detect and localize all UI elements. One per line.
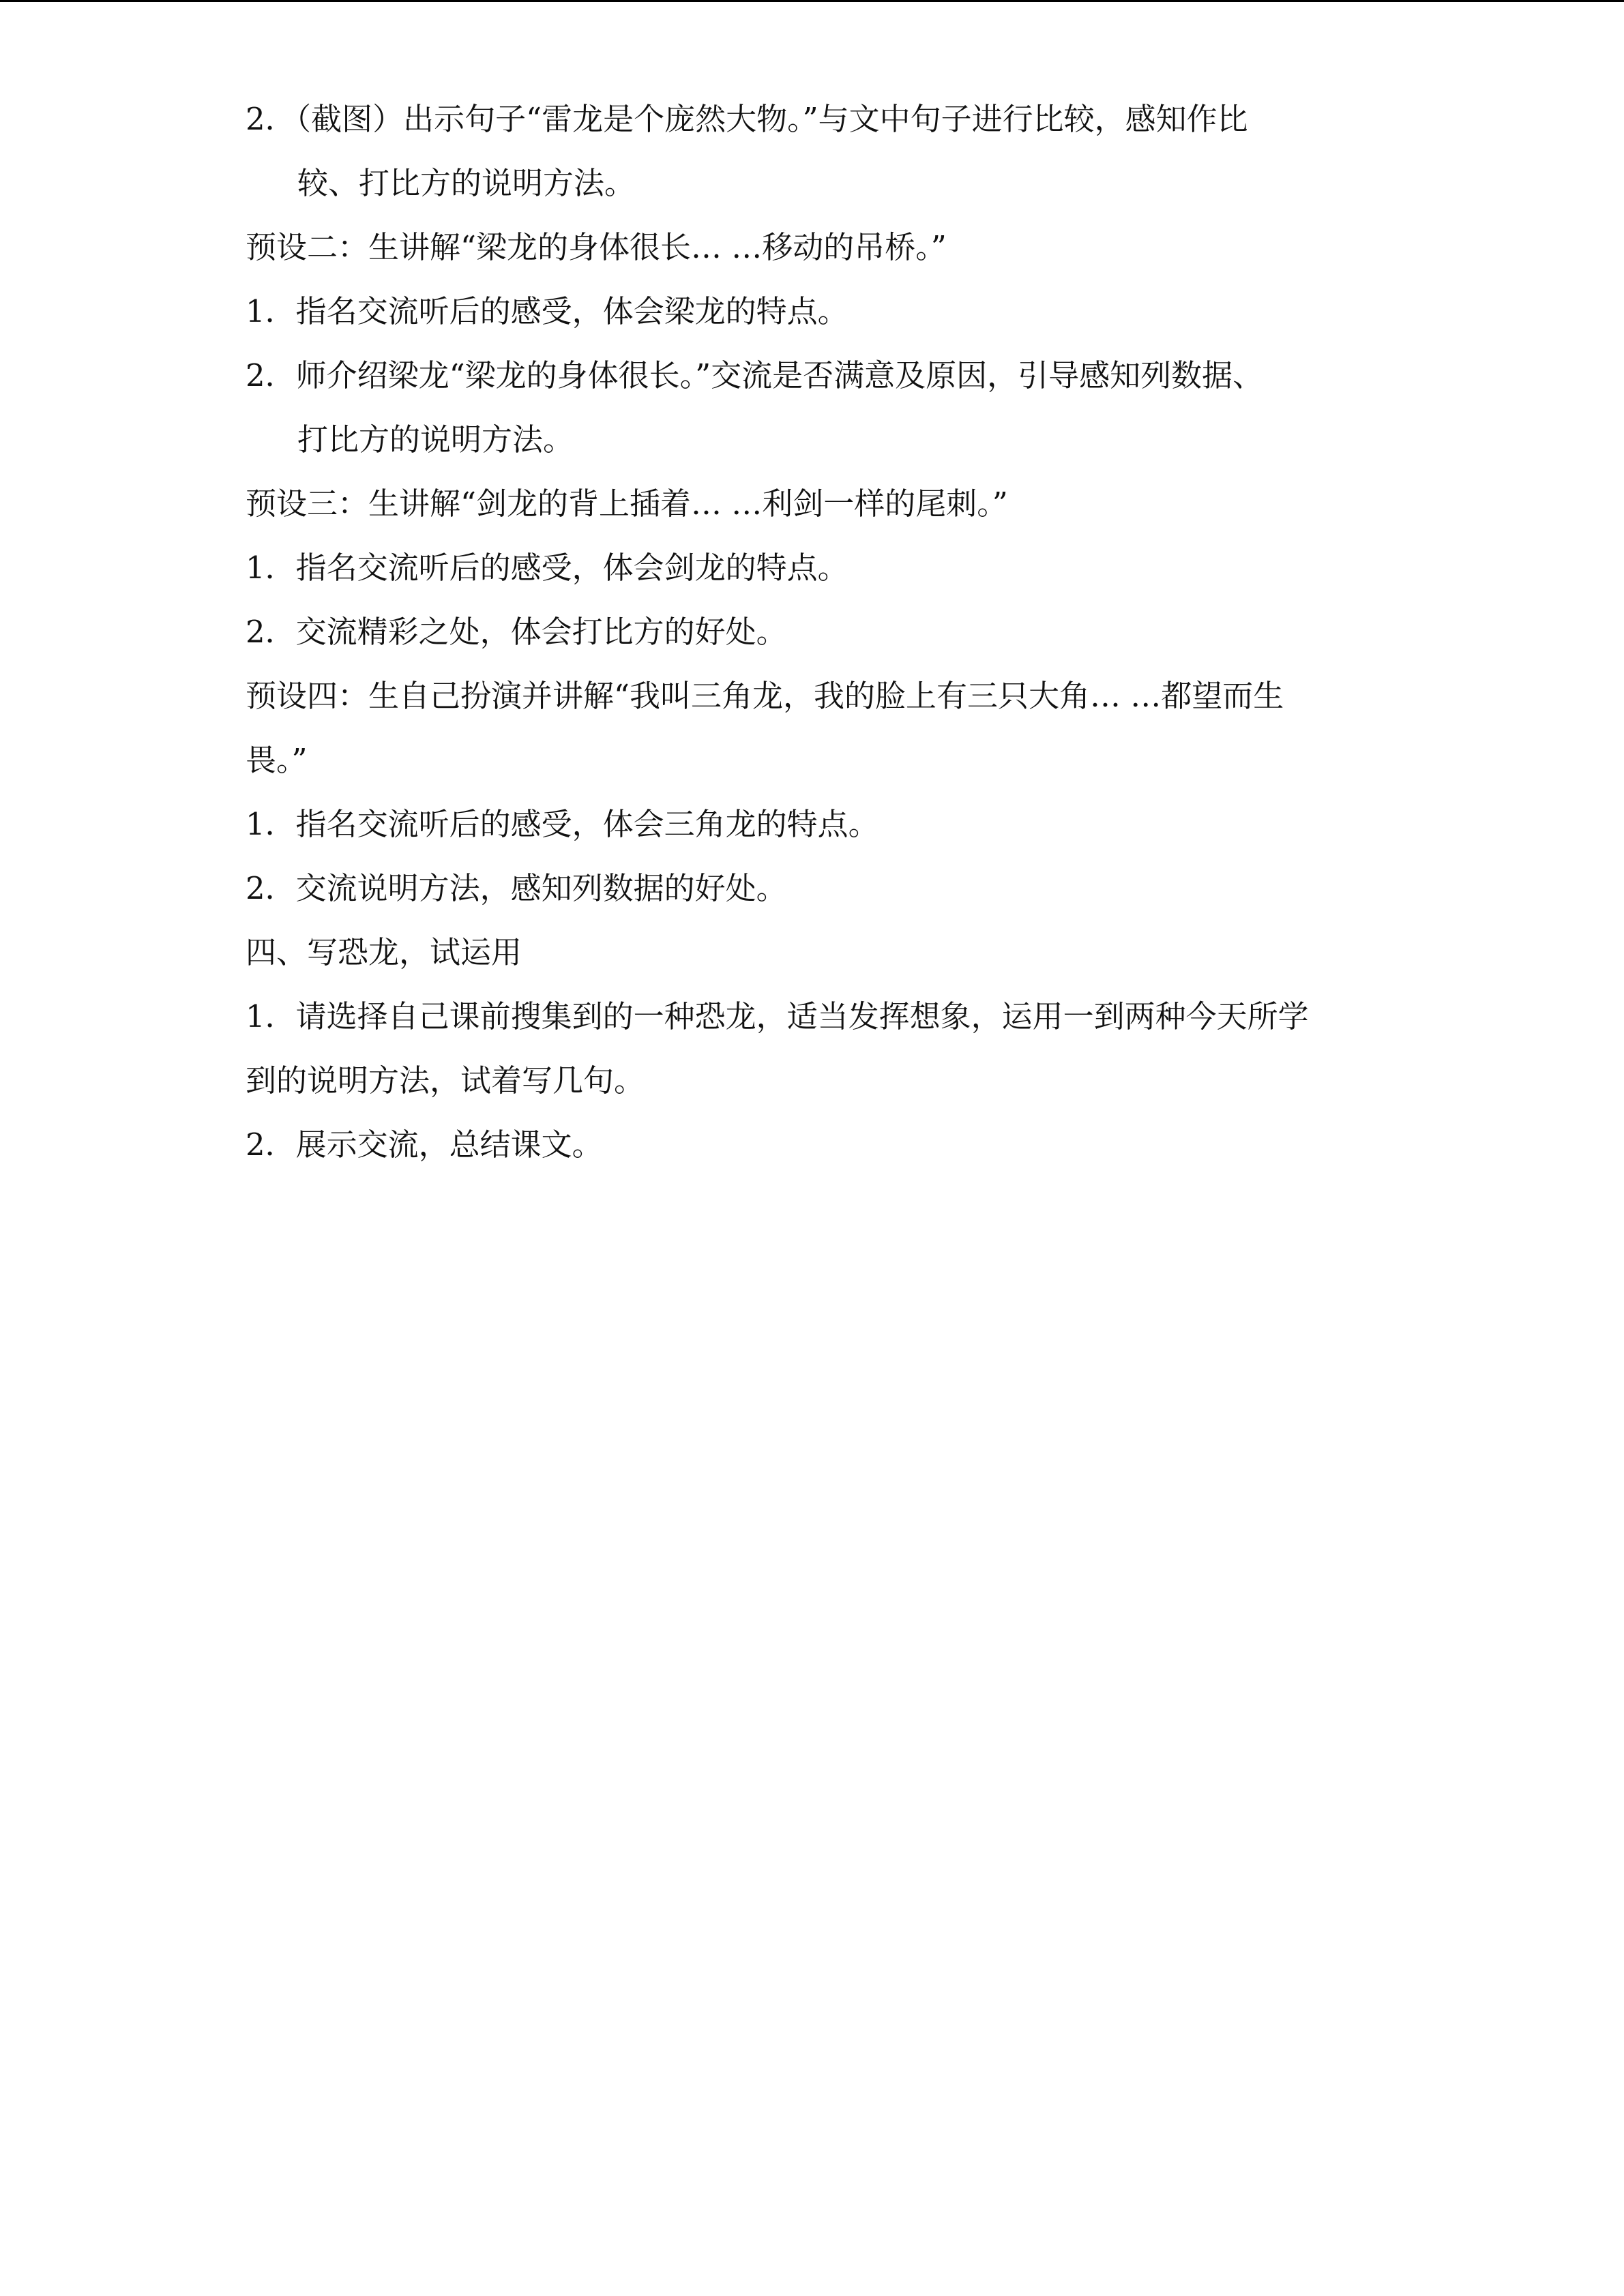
section-heading-4: 四、写恐龙，试运用	[246, 934, 522, 970]
text-line-preset-2-item-2: 2．师介绍梁龙“梁龙的身体很长。”交流是否满意及原因，引导感知列数据、	[246, 357, 1264, 393]
text-line-preset-4: 预设四：生自己扮演并讲解“我叫三角龙，我的脸上有三只大角… …都望而生	[246, 678, 1284, 714]
page-top-border	[0, 0, 1624, 2]
text-line-preset-3-item-1: 1．指名交流听后的感受，体会剑龙的特点。	[246, 550, 848, 586]
text-line-section-4-item-1: 1．请选择自己课前搜集到的一种恐龙，适当发挥想象，运用一到两种今天所学	[246, 998, 1309, 1034]
text-line-preset-4-cont: 畏。”	[246, 742, 308, 778]
document-body	[246, 87, 1391, 1177]
text-line-preset-3-item-2: 2．交流精彩之处，体会打比方的好处。	[246, 614, 787, 650]
text-line-preset-2-item-2-cont: 打比方的说明方法。	[297, 421, 574, 458]
text-line-preset-2-item-1: 1．指名交流听后的感受，体会梁龙的特点。	[246, 293, 848, 329]
text-line-section-4-item-1-cont: 到的说明方法，试着写几句。	[246, 1062, 645, 1099]
text-line-step-2-compare-cont: 较、打比方的说明方法。	[297, 165, 636, 201]
text-line-section-4-item-2: 2．展示交流，总结课文。	[246, 1127, 603, 1163]
text-line-preset-2: 预设二：生讲解“梁龙的身体很长… …移动的吊桥。”	[246, 229, 947, 265]
text-line-step-2-compare: 2．（截图）出示句子“雷龙是个庞然大物。”与文中句子进行比较，感知作比	[246, 101, 1248, 137]
text-line-preset-4-item-2: 2．交流说明方法，感知列数据的好处。	[246, 870, 787, 906]
text-line-preset-3: 预设三：生讲解“剑龙的背上插着… …利剑一样的尾刺。”	[246, 486, 1008, 522]
text-line-preset-4-item-1: 1．指名交流听后的感受，体会三角龙的特点。	[246, 806, 879, 842]
